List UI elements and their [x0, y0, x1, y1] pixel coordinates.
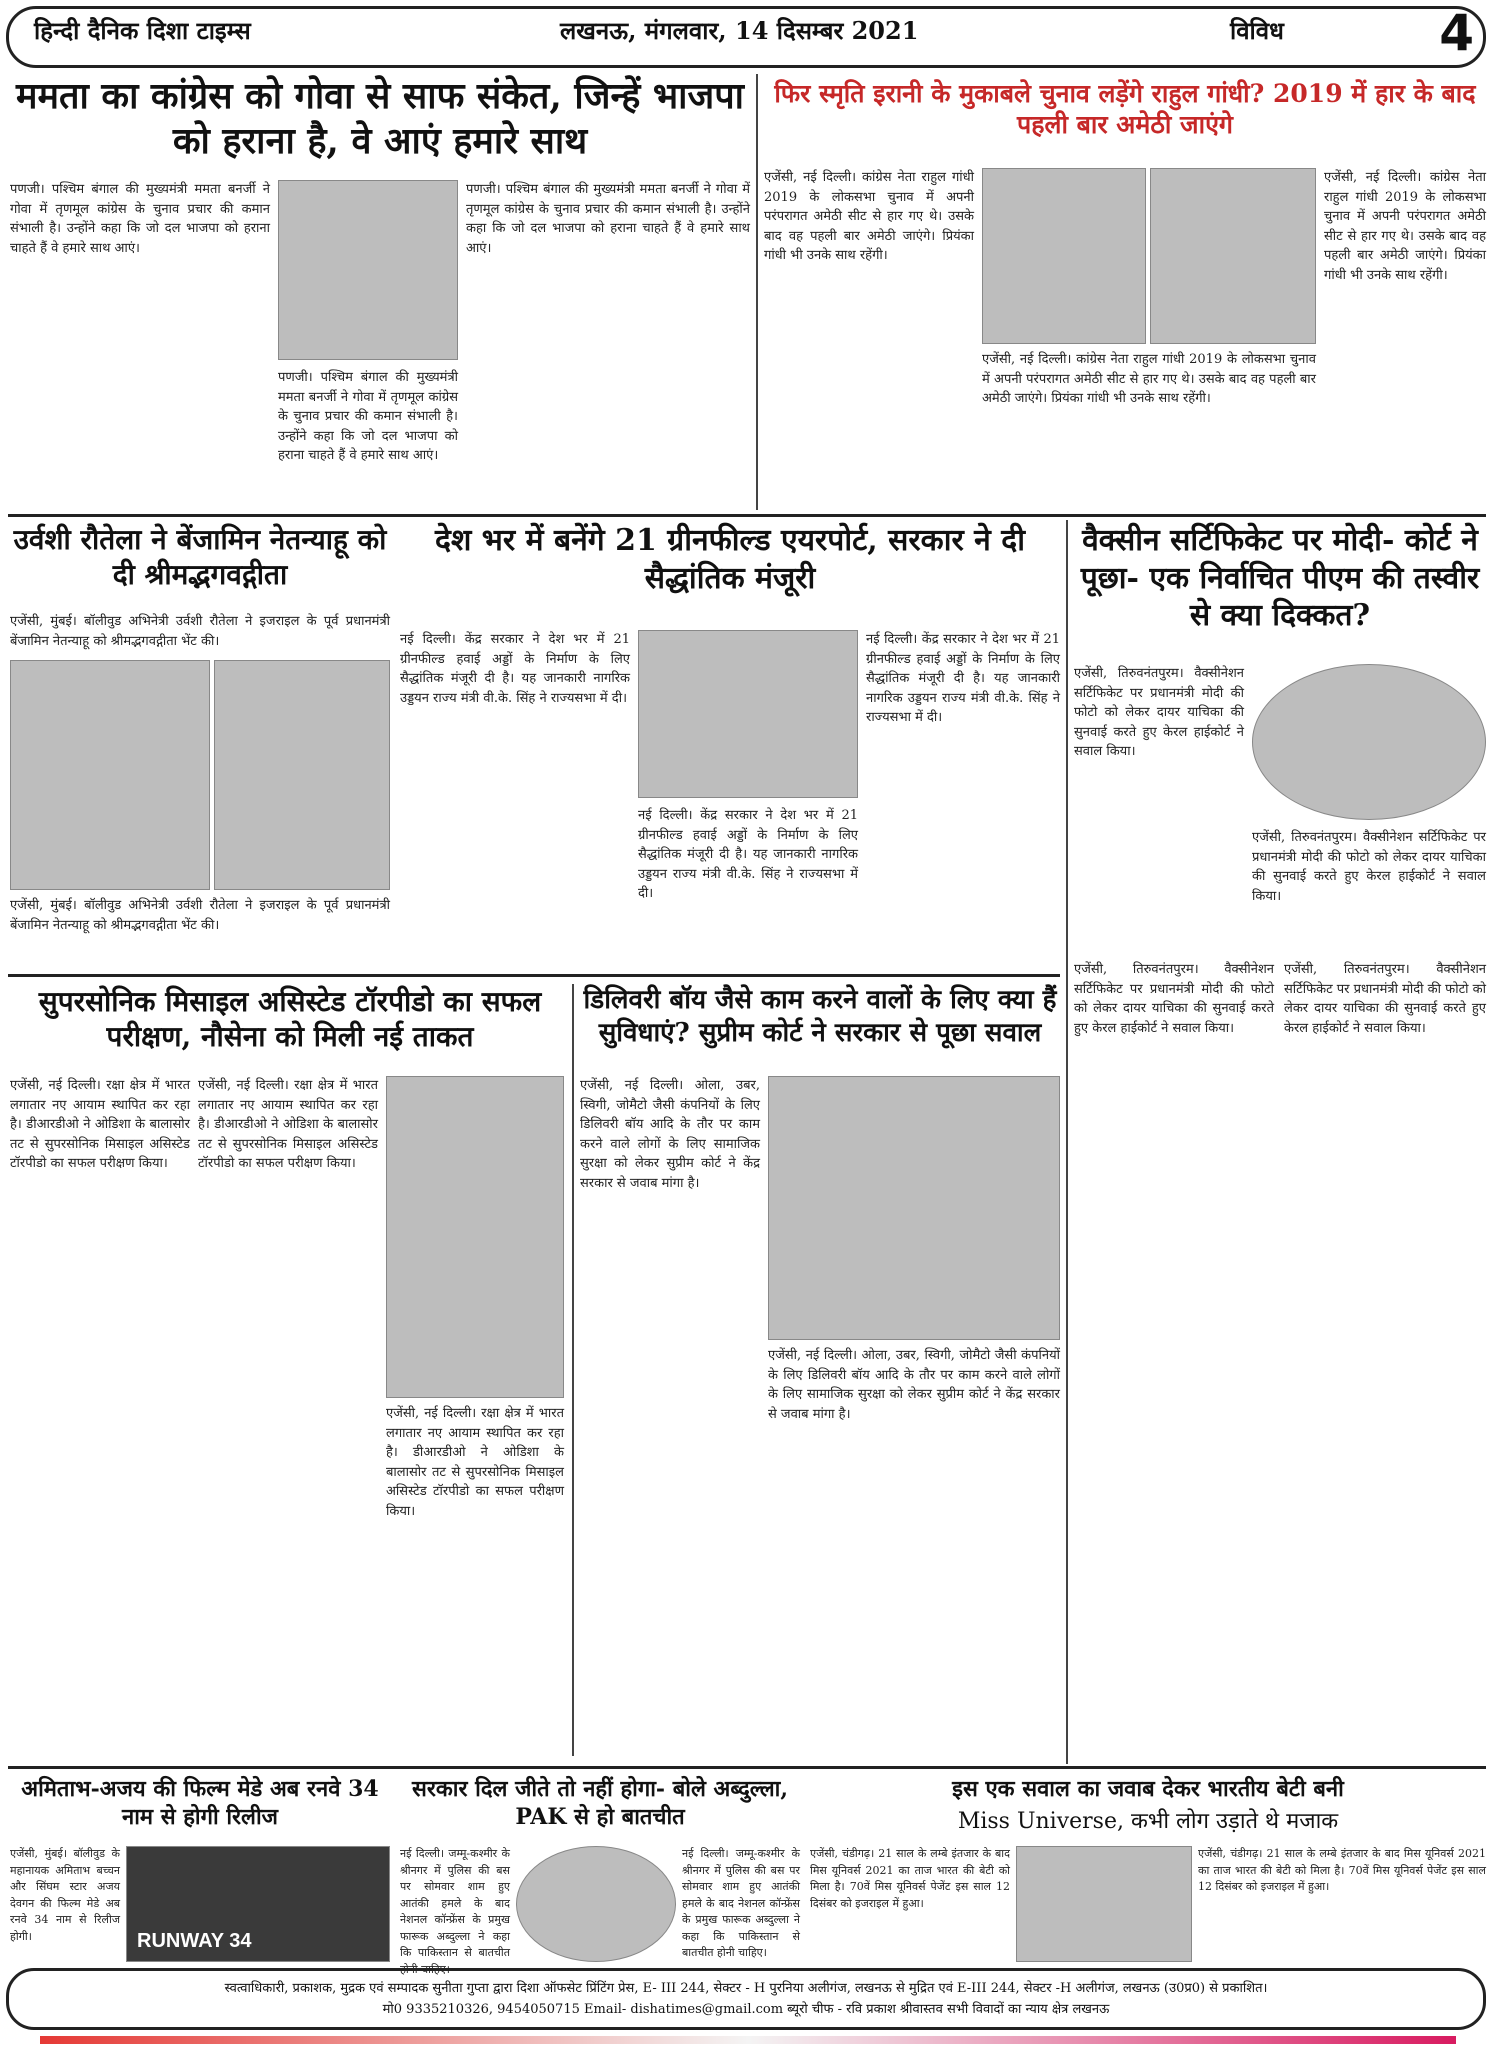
paper-name: हिन्दी दैनिक दिशा टाइम्स	[34, 16, 251, 45]
story-headline-urvashi: उर्वशी रौतेला ने बेंजामिन नेतन्याहू को दी श्रीमद्भगवद्गीता	[13, 523, 387, 591]
section-rule	[8, 1766, 1486, 1769]
story-body-airports-col3: नई दिल्ली। केंद्र सरकार ने देश भर में 21 ग्रीनफील्ड हवाई अड्डों के निर्माण के लिए सैद्धांतिक मंजूरी दी है। यह जानकारी नागरिक उड्डयन राज्य मंत्री वी.के. सिंह ने राज्यसभा में दी।	[866, 632, 1060, 725]
story-headline-miss-universe-1: इस एक सवाल का जवाब देकर भारतीय बेटी बनी	[952, 1776, 1344, 1802]
story-body-rahul-col2: एजेंसी, नई दिल्ली। कांग्रेस नेता राहुल गांधी 2019 के लोकसभा चुनाव में अपनी परंपरागत अमेठी सीट से हार गए थे। उसके बाद वह पहली बार अमेठी जाएंगे। प्रियंका गांधी भी उनके साथ रहेंगी।	[982, 352, 1316, 406]
story-body-airports-col2: नई दिल्ली। केंद्र सरकार ने देश भर में 21 ग्रीनफील्ड हवाई अड्डों के निर्माण के लिए सैद्धांतिक मंजूरी दी है। यह जानकारी नागरिक उड्डयन राज्य मंत्री वी.के. सिंह ने राज्यसभा में दी।	[638, 808, 858, 901]
story-body-mamata: पणजी। पश्चिम बंगाल की मुख्यमंत्री ममता बनर्जी ने गोवा में तृणमूल कांग्रेस के चुनाव प्रचार की कमान संभाली है। उन्होंने कहा कि जो दल भाजपा को हराना चाहते हैं वे हमारे साथ आएं।	[10, 182, 270, 256]
story-body-vaccine: एजेंसी, तिरुवनंतपुरम। वैक्सीनेशन सर्टिफिकेट पर प्रधानमंत्री मोदी की फोटो को लेकर दायर याचिका की सुनवाई करते हुए केरल हाईकोर्ट ने सवाल किया।	[1074, 666, 1244, 759]
photo-rahul-gandhi	[982, 168, 1146, 344]
imprint-line-2: मो0 9335210326, 9454050715 Email- dishatimes@gmail.com ब्यूरो चीफ - रवि प्रकाश श्रीवास्तव सभी विवादों का न्याय क्षेत्र लखनऊ	[382, 2001, 1110, 2017]
imprint-line-1: स्वत्वाधिकारी, प्रकाशक, मुद्रक एवं सम्पादक सुनीता गुप्ता द्वारा दिशा ऑफसेट प्रिंटिंग प्रेस, E- III 244, सेक्टर - H पुरनिया अलीगंज, लखनऊ से मुद्रित एवं E-III 244, सेक्टर -H अलीगंज, लखनऊ (उ0प्र0) से प्रकाशित।	[224, 1981, 1268, 1996]
story-headline-airports: देश भर में बनेंगे 21 ग्रीनफील्ड एयरपोर्ट, सरकार ने दी सैद्धांतिक मंजूरी	[435, 523, 1025, 596]
story-headline-vaccine: वैक्सीन सर्टिफिकेट पर मोदी- कोर्ट ने पूछा- एक निर्वाचित पीएम की तस्वीर से क्या दिक्कत?	[1080, 523, 1480, 633]
story-headline-miss-universe-2: Miss Universe, कभी लोग उड़ाते थे मजाक	[957, 1809, 1339, 1834]
section-label: विविध	[1230, 16, 1284, 45]
story-body-torpedo: एजेंसी, नई दिल्ली। रक्षा क्षेत्र में भारत लगातार नए आयाम स्थापित कर रहा है। डीआरडीओ ने ओडिशा के बालासोर तट से सुपरसोनिक मिसाइल असिस्टेड टॉरपीडो का सफल परीक्षण किया।	[10, 1078, 190, 1171]
story-body-rahul-col3: एजेंसी, नई दिल्ली। कांग्रेस नेता राहुल गांधी 2019 के लोकसभा चुनाव में अपनी परंपरागत अमेठी सीट से हार गए थे। उसके बाद वह पहली बार अमेठी जाएंगे। प्रियंका गांधी भी उनके साथ रहेंगी।	[1324, 170, 1486, 283]
photo-netanyahu	[214, 660, 390, 890]
page-number: 4	[1439, 4, 1474, 62]
story-headline-rahul: फिर स्मृति इरानी के मुकाबले चुनाव लड़ेंगे राहुल गांधी? 2019 में हार के बाद पहली बार अमेठी जाएंगे	[774, 79, 1476, 140]
column-divider	[572, 984, 574, 1756]
photo-smriti-irani	[1150, 168, 1316, 344]
story-headline-torpedo: सुपरसोनिक मिसाइल असिस्टेड टॉरपीडो का सफल परीक्षण, नौसेना को मिली नई ताकत	[38, 985, 542, 1053]
story-headline-delivery: डिलिवरी बॉय जैसे काम करने वालों के लिए क्या हैं सुविधाएं? सुप्रीम कोर्ट ने सरकार से पूछा सवाल	[583, 985, 1057, 1048]
story-body-miss-universe: एजेंसी, चंडीगढ़। 21 साल के लम्बे इंतजार के बाद मिस यूनिवर्स 2021 का ताज भारत की बेटी को मिला है। 70वें मिस यूनिवर्स पेजेंट इस साल 12 दिसंबर को इजराइल में हुआ।	[810, 1847, 1010, 1910]
photo-torpedo-launch	[386, 1076, 564, 1398]
footer-color-strip	[40, 2036, 1456, 2044]
section-rule	[8, 974, 1060, 977]
poster-title: RUNWAY 34	[137, 1930, 252, 1952]
story-body-mamata-col3: पणजी। पश्चिम बंगाल की मुख्यमंत्री ममता बनर्जी ने गोवा में तृणमूल कांग्रेस के चुनाव प्रचार की कमान संभाली है। उन्होंने कहा कि जो दल भाजपा को हराना चाहते हैं वे हमारे साथ आएं।	[466, 182, 750, 256]
story-body-vaccine-col3: एजेंसी, तिरुवनंतपुरम। वैक्सीनेशन सर्टिफिकेट पर प्रधानमंत्री मोदी की फोटो को लेकर दायर याचिका की सुनवाई करते हुए केरल हाईकोर्ट ने सवाल किया।	[1074, 962, 1274, 1036]
story-body-rahul: एजेंसी, नई दिल्ली। कांग्रेस नेता राहुल गांधी 2019 के लोकसभा चुनाव में अपनी परंपरागत अमेठी सीट से हार गए थे। उसके बाद वह पहली बार अमेठी जाएंगे। प्रियंका गांधी भी उनके साथ रहेंगी।	[764, 170, 974, 263]
story-body-urvashi-2: एजेंसी, मुंबई। बॉलीवुड अभिनेत्री उर्वशी रौतेला ने इजराइल के पूर्व प्रधानमंत्री बेंजामिन नेतन्याहू को श्रीमद्भगवद्गीता भेंट की।	[10, 898, 390, 933]
imprint-footer	[6, 1968, 1486, 2030]
story-body-vaccine-col4: एजेंसी, तिरुवनंतपुरम। वैक्सीनेशन सर्टिफिकेट पर प्रधानमंत्री मोदी की फोटो को लेकर दायर याचिका की सुनवाई करते हुए केरल हाईकोर्ट ने सवाल किया।	[1284, 962, 1486, 1036]
story-body-delivery: एजेंसी, नई दिल्ली। ओला, उबर, स्विगी, जोमैटो जैसी कंपनियों के लिए डिलिवरी बॉय आदि के तौर पर काम करने वाले लोगों के लिए सामाजिक सुरक्षा को लेकर सुप्रीम कोर्ट ने केंद्र सरकार से जवाब मांगा है।	[580, 1078, 760, 1191]
story-body-abdullah-col2: नई दिल्ली। जम्मू-कश्मीर के श्रीनगर में पुलिस की बस पर सोमवार शाम हुए आतंकी हमले के बाद नेशनल कॉन्फ्रेंस के प्रमुख फारूक अब्दुल्ला ने कहा कि पाकिस्तान से बातचीत होनी चाहिए।	[682, 1847, 800, 1959]
story-body-vaccine-col2: एजेंसी, तिरुवनंतपुरम। वैक्सीनेशन सर्टिफिकेट पर प्रधानमंत्री मोदी की फोटो को लेकर दायर याचिका की सुनवाई करते हुए केरल हाईकोर्ट ने सवाल किया।	[1252, 830, 1486, 904]
column-divider	[1066, 520, 1068, 1764]
photo-delivery-workers	[768, 1076, 1060, 1340]
story-body-urvashi: एजेंसी, मुंबई। बॉलीवुड अभिनेत्री उर्वशी रौतेला ने इजराइल के पूर्व प्रधानमंत्री बेंजामिन नेतन्याहू को श्रीमद्भगवद्गीता भेंट की।	[10, 614, 390, 649]
dateline: लखनऊ, मंगलवार, 14 दिसम्बर 2021	[560, 16, 919, 45]
photo-farooq-abdullah	[516, 1846, 676, 1962]
photo-runway-34-poster	[126, 1846, 390, 1962]
photo-vk-singh	[638, 630, 858, 798]
section-rule	[8, 514, 1486, 517]
story-body-mamata-col2: पणजी। पश्चिम बंगाल की मुख्यमंत्री ममता बनर्जी ने गोवा में तृणमूल कांग्रेस के चुनाव प्रचार की कमान संभाली है। उन्होंने कहा कि जो दल भाजपा को हराना चाहते हैं वे हमारे साथ आएं।	[278, 370, 458, 463]
story-headline-runway: अमिताभ-अजय की फिल्म मेडे अब रनवे 34 नाम से होगी रिलीज	[21, 1776, 379, 1830]
photo-mamata	[278, 180, 458, 360]
story-body-delivery-col2: एजेंसी, नई दिल्ली। ओला, उबर, स्विगी, जोमैटो जैसी कंपनियों के लिए डिलिवरी बॉय आदि के तौर पर काम करने वाले लोगों के लिए सामाजिक सुरक्षा को लेकर सुप्रीम कोर्ट ने केंद्र सरकार से जवाब मांगा है।	[768, 1348, 1060, 1422]
story-body-runway: एजेंसी, मुंबई। बॉलीवुड के महानायक अमिताभ बच्चन और सिंघम स्टार अजय देवगन की फिल्म मेडे अब रनवे 34 नाम से रिलीज होगी।	[10, 1847, 120, 1943]
story-body-miss-universe-col2: एजेंसी, चंडीगढ़। 21 साल के लम्बे इंतजार के बाद मिस यूनिवर्स 2021 का ताज भारत की बेटी को मिला है। 70वें मिस यूनिवर्स पेजेंट इस साल 12 दिसंबर को इजराइल में हुआ।	[1198, 1847, 1486, 1893]
photo-urvashi-rautela	[10, 660, 210, 890]
photo-harnaaz-sandhu	[1016, 1846, 1192, 1962]
column-divider	[756, 74, 758, 510]
story-body-torpedo-col2: एजेंसी, नई दिल्ली। रक्षा क्षेत्र में भारत लगातार नए आयाम स्थापित कर रहा है। डीआरडीओ ने ओडिशा के बालासोर तट से सुपरसोनिक मिसाइल असिस्टेड टॉरपीडो का सफल परीक्षण किया।	[198, 1078, 378, 1171]
story-body-torpedo-col3: एजेंसी, नई दिल्ली। रक्षा क्षेत्र में भारत लगातार नए आयाम स्थापित कर रहा है। डीआरडीओ ने ओडिशा के बालासोर तट से सुपरसोनिक मिसाइल असिस्टेड टॉरपीडो का सफल परीक्षण किया।	[386, 1406, 564, 1519]
story-headline-mamata: ममता का कांग्रेस को गोवा से साफ संकेत, जिन्हें भाजपा को हराना है, वे आएं हमारे साथ	[15, 75, 744, 162]
story-body-abdullah: नई दिल्ली। जम्मू-कश्मीर के श्रीनगर में पुलिस की बस पर सोमवार शाम हुए आतंकी हमले के बाद नेशनल कॉन्फ्रेंस के प्रमुख फारूक अब्दुल्ला ने कहा कि पाकिस्तान से बातचीत होनी चाहिए।	[400, 1847, 510, 1976]
story-body-airports: नई दिल्ली। केंद्र सरकार ने देश भर में 21 ग्रीनफील्ड हवाई अड्डों के निर्माण के लिए सैद्धांतिक मंजूरी दी है। यह जानकारी नागरिक उड्डयन राज्य मंत्री वी.के. सिंह ने राज्यसभा में दी।	[400, 632, 630, 706]
story-headline-abdullah: सरकार दिल जीते तो नहीं होगा- बोले अब्दुल्ला, PAK से हो बातचीत	[412, 1776, 788, 1830]
photo-gavel	[1252, 664, 1486, 820]
